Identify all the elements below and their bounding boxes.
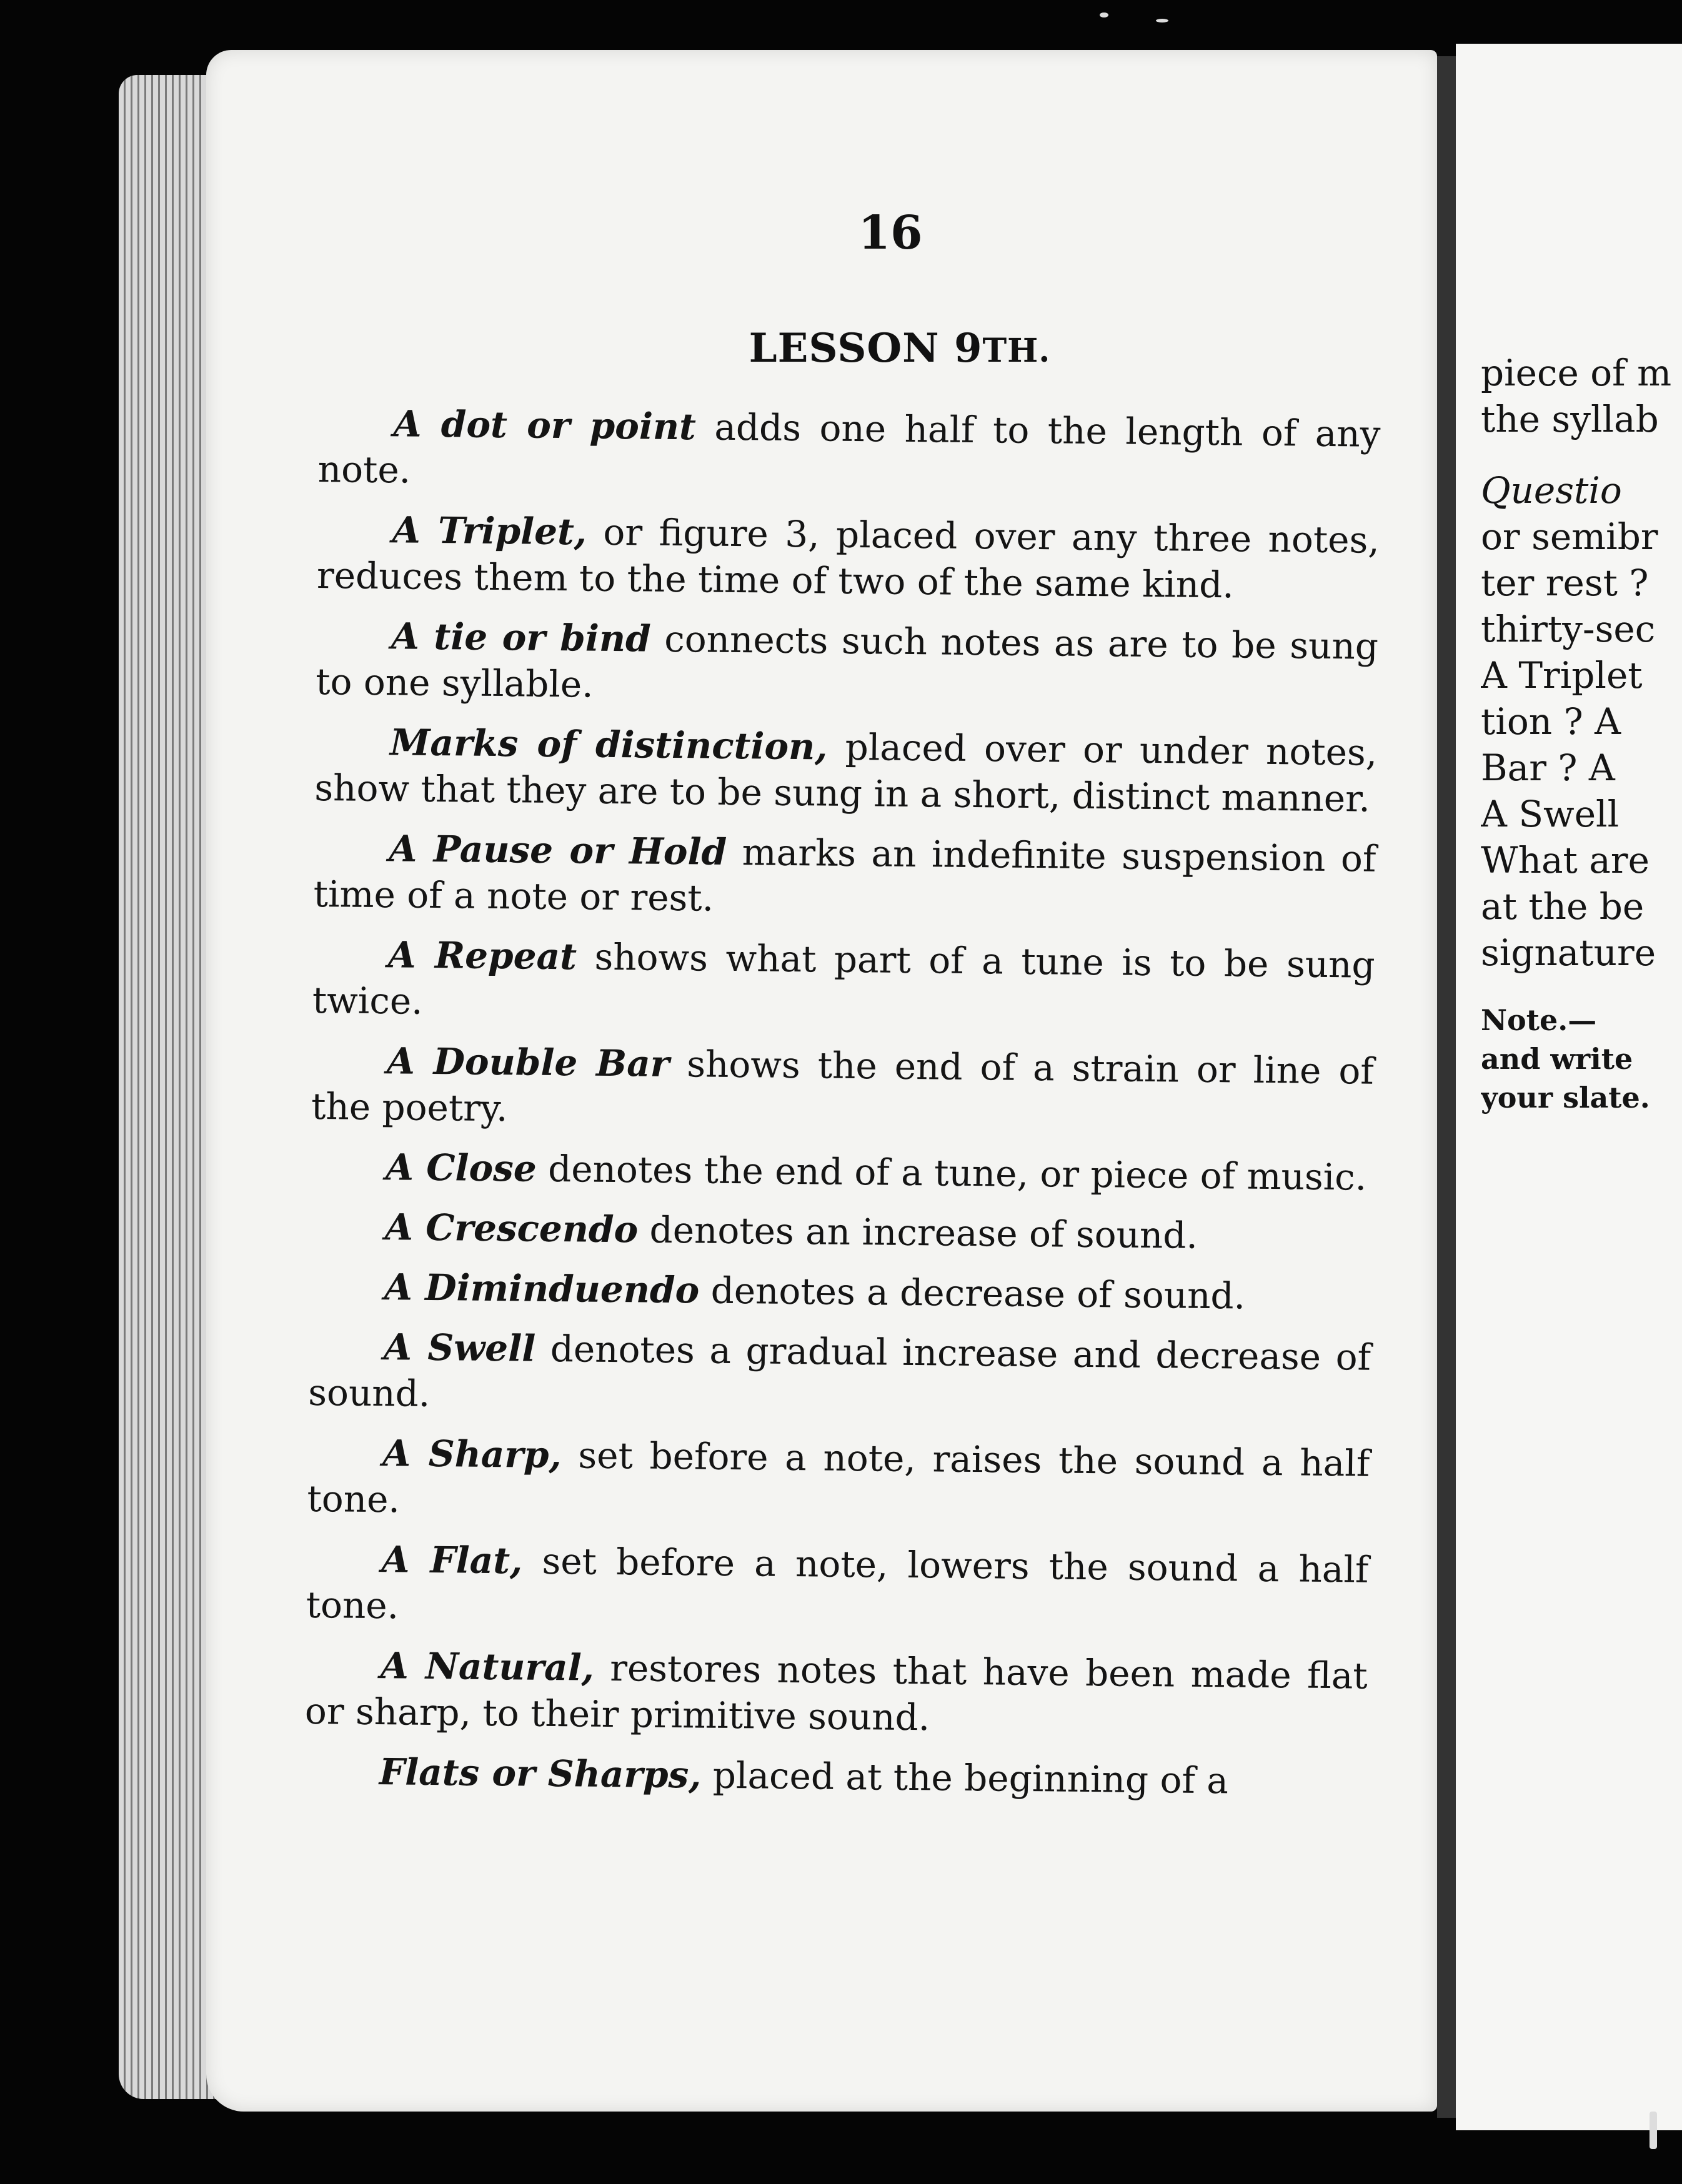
definition: denotes a decrease of sound. xyxy=(699,1269,1246,1318)
term: A Repeat xyxy=(387,933,577,978)
question-line: ter rest ? xyxy=(1481,562,1649,604)
term: A Sharp, xyxy=(382,1432,562,1477)
definition: set before a note, raises the sound a half tone. xyxy=(307,1434,1370,1521)
note-block xyxy=(1481,1001,1682,1117)
paragraph-repeat xyxy=(312,931,1375,1035)
definition: connects such notes as are to be sung to one syllable. xyxy=(315,617,1379,706)
question-line: or semibr xyxy=(1481,515,1658,558)
term: A tie or bind xyxy=(391,615,652,660)
term: A dot or point xyxy=(393,402,697,449)
term: A Double Bar xyxy=(386,1040,670,1085)
question-line: thirty-sec xyxy=(1481,608,1656,650)
right-line: the syllab xyxy=(1481,398,1659,440)
paragraph-swell xyxy=(308,1323,1371,1427)
paragraph-flats-or-sharps xyxy=(304,1748,1367,1805)
scan-speck xyxy=(1100,12,1108,17)
definition: adds one half to the length of any note. xyxy=(317,405,1381,492)
question-line: at the be xyxy=(1481,885,1645,928)
term: A Triplet, xyxy=(392,509,587,553)
definition: denotes the end of a tune, or piece of music. xyxy=(536,1147,1367,1199)
term: A Crescendo xyxy=(384,1206,639,1251)
note-line: your slate. xyxy=(1481,1081,1650,1114)
definition: marks an indefinite suspension of time of a note or rest. xyxy=(313,830,1376,920)
paragraph-marks-of-distinction xyxy=(314,718,1377,822)
question-line: signature xyxy=(1481,931,1656,974)
questions-heading: Questio xyxy=(1481,469,1622,512)
definition: shows what part of a tune is to be sung twice. xyxy=(312,935,1375,1023)
book-gutter xyxy=(1437,56,1456,2118)
term: A Close xyxy=(385,1146,537,1190)
question-line: What are xyxy=(1481,839,1650,881)
page-number: 16 xyxy=(858,206,923,260)
paragraph-tie xyxy=(316,612,1378,716)
definition: denotes a gradual increase and decrease of sound. xyxy=(308,1327,1371,1415)
paragraph-sharp xyxy=(307,1429,1370,1533)
term: A Pause or Hold xyxy=(389,827,727,873)
term: Marks of distinction, xyxy=(389,721,828,768)
paragraph-triplet xyxy=(317,506,1380,610)
lesson-title-text: LESSON 9 xyxy=(749,325,983,372)
lesson-title xyxy=(737,325,1062,372)
scan-speck xyxy=(1156,19,1168,22)
definition: or figure 3, placed over any three notes, reduces them to the time of two of the same kind. xyxy=(316,510,1380,607)
term: A Natural, xyxy=(380,1644,595,1689)
definition: denotes an increase of sound. xyxy=(637,1208,1198,1257)
paragraph-diminuendo xyxy=(309,1263,1372,1321)
right-line: piece of m xyxy=(1481,352,1672,394)
paragraph-flat xyxy=(306,1536,1368,1639)
definition: placed over or under notes, show that they are to be sung in a short, distinct manner. xyxy=(314,725,1378,820)
question-line: tion ? A xyxy=(1481,700,1621,743)
definition: placed at the beginning of a xyxy=(701,1754,1229,1802)
term: A Flat, xyxy=(381,1538,523,1582)
paragraph-dot xyxy=(317,400,1380,504)
lesson-ordinal: TH. xyxy=(982,332,1051,370)
note-line: Note.— xyxy=(1481,1003,1597,1037)
right-page-text xyxy=(1481,350,1682,1117)
term: A Swell xyxy=(383,1326,536,1370)
paragraph-pause xyxy=(313,825,1376,928)
question-line: A Swell xyxy=(1481,793,1620,835)
term: A Diminduendo xyxy=(384,1266,700,1312)
definition: restores notes that have been made flat or sharp, to their primitive sound. xyxy=(304,1646,1368,1739)
note-line: and write xyxy=(1481,1042,1633,1076)
paragraph-crescendo xyxy=(310,1203,1373,1261)
question-line: Bar ? A xyxy=(1481,747,1615,789)
paragraph-double-bar xyxy=(311,1037,1374,1141)
lesson-body xyxy=(304,400,1381,1819)
definition: set before a note, lowers the sound a half tone. xyxy=(306,1539,1369,1627)
term: Flats or Sharps, xyxy=(379,1750,702,1797)
scan-speck xyxy=(1650,2112,1657,2149)
definition: shows the end of a strain or line of the poetry. xyxy=(311,1042,1375,1130)
paragraph-natural xyxy=(305,1642,1368,1745)
question-line: A Triplet xyxy=(1481,654,1643,697)
paragraph-close xyxy=(311,1143,1373,1201)
